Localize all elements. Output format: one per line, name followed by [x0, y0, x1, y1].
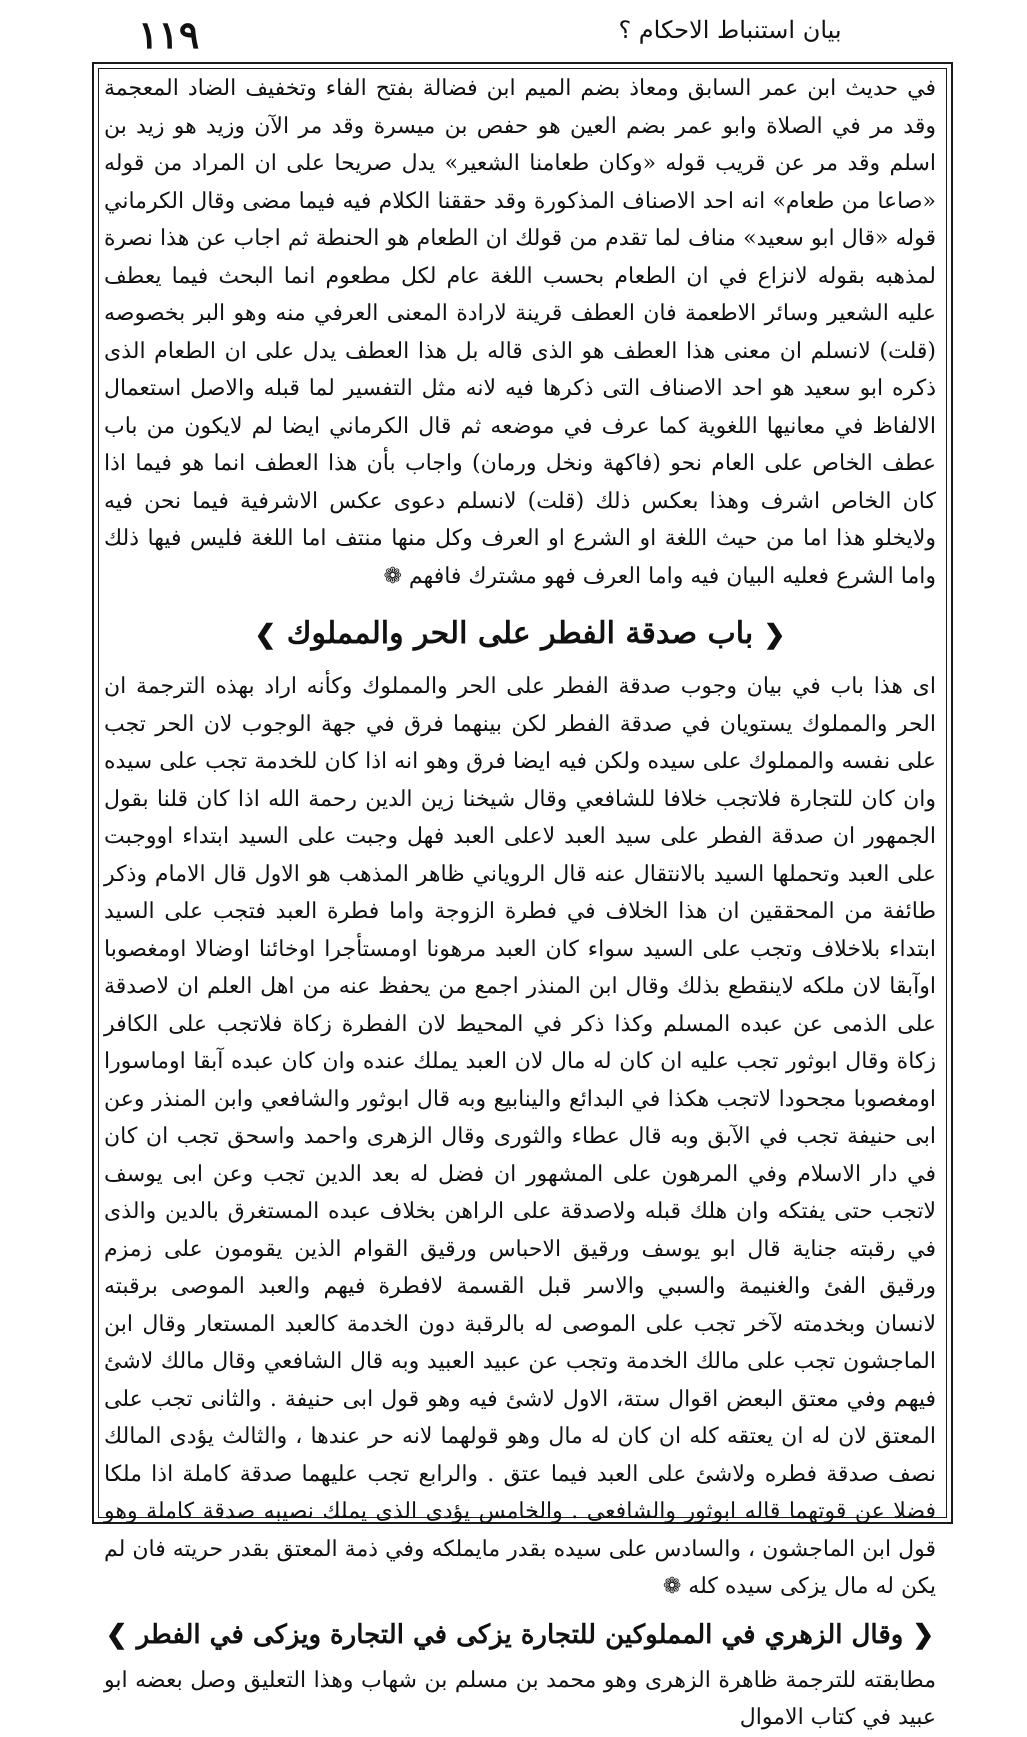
quote-heading	[104, 1612, 936, 1658]
ornament-close-icon: ❯	[254, 620, 277, 650]
ornament-open-icon: ❮	[912, 1619, 935, 1650]
ornament-open-icon: ❮	[763, 620, 786, 650]
commentary-paragraph: في حديث ابن عمر السابق ومعاذ بضم الميم ابن فضالة بفتح الفاء وتخفيف الضاد المعجمة وقد مر في الصلاة وابو عمر بضم العين هو حفص بن ميسرة وقد مر الآن وزيد هو زيد بن اسلم وقد مر عن قريب قوله «وكان طعامنا الشعير» يدل صريحا على ان المراد من قوله «صاعا من طعام» انه احد الاصناف المذكورة وقد حققنا الكلام فيه فيما مضى وقال الكرماني قوله «قال ابو سعيد» مناف لما تقدم من قولك ان الطعام هو الحنطة ثم اجاب عن هذا نصرة لمذهبه بقوله لانزاع في ان الطعام بحسب اللغة عام لكل مطعوم انما البحث فيما يعطف عليه الشعير وسائر الاطعمة فان العطف قرينة لارادة المعنى العرفي منه وهو البر بخصوصه (قلت) لانسلم ان معنى هذا العطف هو الذى قاله بل هذا العطف يدل على ان الطعام الذى ذكره ابو سعيد هو احد الاصناف التى ذكرها فيه لانه مثل التفسير لما قبله والاصل استعمال الالفاظ في معانيها اللغوية كما عرف في موضعه ثم قال الكرماني ايضا لم لايكون من باب عطف الخاص على العام نحو (فاكهة ونخل ورمان) واجاب بأن هذا العطف انما هو فيما اذا كان الخاص اشرف وهذا بعكس ذلك (قلت) لانسلم دعوى عكس الاشرفية فيما نحن فيه ولايخلو هذا اما من حيث اللغة او الشرع او العرف وكل منها منتف اما اللغة فليس فيها ذلك واما الشرع فعليه البيان فيه واما العرف فهو مشترك فافهم ❁	[104, 76, 936, 589]
running-header	[120, 4, 990, 56]
page-number: ١١٩	[138, 12, 200, 57]
running-title: بيان استنباط الاحكام ؟	[618, 16, 842, 44]
body-text	[104, 70, 936, 1737]
commentary-paragraph: مطابقته للترجمة ظاهرة الزهرى وهو محمد بن مسلم بن شهاب وهذا التعليق وصل بعضه ابو عبيد في كتاب الاموال	[104, 1667, 936, 1730]
ornament-close-icon: ❯	[105, 1619, 128, 1650]
quote-heading-text: وقال الزهري في المملوكين للتجارة يزكى في التجارة ويزكى في الفطر	[136, 1619, 904, 1650]
chapter-heading	[104, 609, 936, 660]
chapter-heading-text: باب صدقة الفطر على الحر والمملوك	[286, 616, 754, 651]
commentary-paragraph: اى هذا باب في بيان وجوب صدقة الفطر على الحر والمملوك وكأنه اراد بهذه الترجمة ان الحر والمملوك يستويان في صدقة الفطر لكن بينهما فرق في جهة الوجوب لان الحر تجب على نفسه والمملوك على سيده ولكن فيه ايضا فرق وهو انه اذا كان للخدمة تجب على سيده وان كان للتجارة فلاتجب خلافا للشافعي وقال شيخنا زين الدين رحمة الله اذا كان قلنا بقول الجمهور ان صدقة الفطر على سيد العبد لاعلى العبد فهل وجبت على السيد ابتداء اووجبت على العبد وتحملها السيد بالانتقال عنه قال الروياني ظاهر المذهب هو الاول قال الامام وذكر طائفة من المحققين ان هذا الخلاف في فطرة الزوجة واما فطرة العبد فتجب على السيد ابتداء بلاخلاف وتجب على السيد سواء كان العبد مرهونا اومستأجرا اوخائنا اوضالا اومغصوبا اوآبقا لان ملكه لاينقطع بذلك وقال ابن المنذر اجمع من يحفظ عنه من اهل العلم ان لاصدقة على الذمى عن عبده المسلم وكذا ذكر في المحيط لان الفطرة زكاة فلاتجب على الكافر زكاة وقال ابوثور تجب عليه ان كان له مال لان العبد يملك عنده وان كان عبده آبقا اوماسورا اومغصوبا مجحودا لاتجب هكذا في البدائع والينابيع وبه قال ابوثور والشافعي وابن المنذر وعن ابى حنيفة تجب في الآبق وبه قال عطاء والثورى وقال الزهرى واحمد واسحق تجب ان كان في دار الاسلام وفي المرهون على المشهور ان فضل له بعد الدين تجب وعن ابى يوسف لاتجب حتى يفتكه وان هلك قبله ولاصدقة على الراهن بخلاف عبده المستغرق بالدين والذى في رقبته جناية قال ابو يوسف ورقيق الاحباس ورقيق القوام الذين يقومون على زمزم ورقيق الفئ والغنيمة والسبي والاسر قبل القسمة لافطرة فيهم والعبد الموصى برقبته لانسان وبخدمته لآخر تجب على الموصى له بالرقبة دون الخدمة كالعبد المستعار وقال ابن الماجشون تجب على مالك الخدمة وتجب عن عبيد العبيد وبه قال الشافعي وقال مالك لاشئ فيهم وفي معتق البعض اقوال ستة، الاول لاشئ فيه وهو قول ابى حنيفة . والثانى تجب على المعتق لان له ان يعتقه كله ان كان له مال وهو قولهما لانه حر عندها ، والثالث يؤدى المالك نصف صدقة فطره ولاشئ على العبد فيما عتق . والرابع تجب عليهما صدقة كاملة اذا ملكا فضلا عن قوتهما قاله ابوثور والشافعي . والخامس يؤدى الذى يملك نصيبه صدقة كاملة وهو قول ابن الماجشون ، والسادس على سيده بقدر مايملكه وفي ذمة المعتق بقدر حريته فان لم يكن له مال يزكى سيده كله ❁	[104, 674, 936, 1599]
